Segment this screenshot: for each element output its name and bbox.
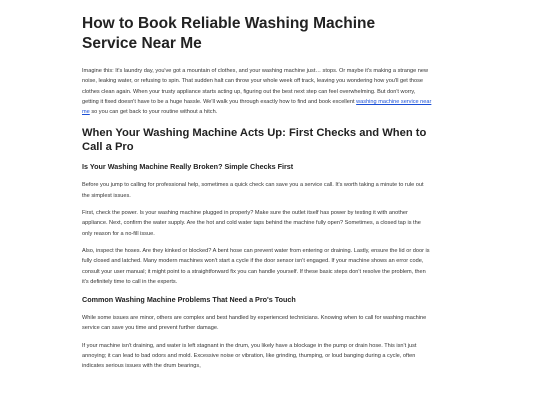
section-heading-first-checks: When Your Washing Machine Acts Up: First Checks and When to Call a Pro — [82, 127, 427, 154]
intro-text-after-link: so you can get back to your routine without a hitch. — [89, 109, 218, 116]
paragraph-simple-checks-2: First, check the power. Is your washing machine plugged in properly? Make sure the outlet itself has power by testing it with another appliance. Next, confirm the water supply. Are the hot and cold water taps behind the machine fully open? Sometimes, a closed tap is the only reason for a no-fill issue. — [82, 210, 421, 237]
paragraph-simple-checks-3: Also, inspect the hoses. Are they kinked or blocked? A bent hose can prevent water from entering or draining. Lastly, ensure the lid or door is fully closed and latched. Many modern machines won't start a cycle if the door sensor isn't engaged. If your machine shows an error code, consult your user manual; it might point to a straightforward fix you can handle yourself. If these basic steps don't resolve the problem, then it's definitely time to call in the experts. — [82, 247, 430, 285]
intro-text-before-link: Imagine this: It's laundry day, you've got a mountain of clothes, and your washing machine just… stops. Or maybe it's making a strange new noise, leaking water, or refusing to spin. That sudden halt can throw your whole week off track, leaving you wondering how you'll get those clothes clean again. When your trusty appliance starts acting up, figuring out the best next step can feel overwhelming. But don't worry, getting it fixed doesn't have to be a huge hassle. We'll walk you through exactly how to find and book excellent — [82, 68, 429, 105]
article — [82, 14, 432, 379]
paragraph-common-problems-1: While some issues are minor, others are complex and best handled by experienced technicians. Knowing when to call for washing machine service can save you time and prevent further damage. — [82, 315, 427, 332]
subsection-heading-simple-checks: Is Your Washing Machine Really Broken? Simple Checks First — [82, 162, 294, 172]
paragraph-common-problems-2: If your machine isn't draining, and water is left stagnant in the drum, you likely have a blockage in the pump or drain hose. This isn't just annoying; it can lead to bad odors and mold. Excessive noise or vibration, like grinding, thumping, or loud banging during a cycle, often indicates serious issues with the drum bearings, — [82, 342, 417, 370]
washing-machine-service-link[interactable]: washing machine service near me — [82, 98, 432, 116]
subsection-heading-common-problems: Common Washing Machine Problems That Need a Pro's Touch — [82, 295, 296, 305]
intro-paragraph — [82, 66, 432, 117]
paragraph-simple-checks-1: Before you jump to calling for professional help, sometimes a quick check can save you a service call. It's worth taking a minute to rule out the simplest issues. — [82, 182, 424, 199]
article-title: How to Book Reliable Washing Machine Service Near Me — [82, 15, 376, 52]
